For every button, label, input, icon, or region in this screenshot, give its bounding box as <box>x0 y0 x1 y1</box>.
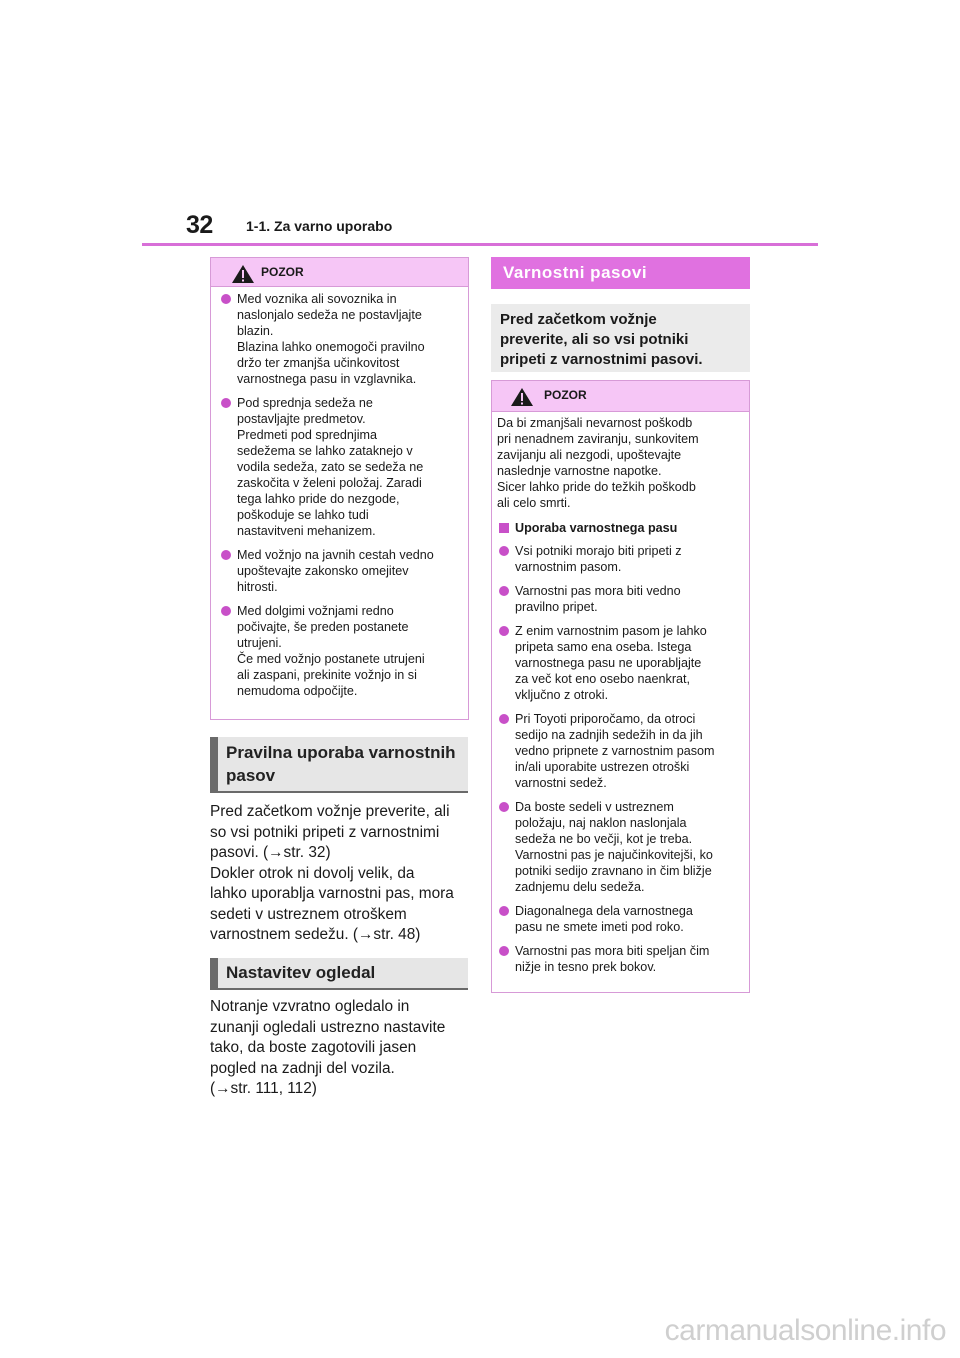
warning-bullet <box>497 943 743 975</box>
warning-body <box>211 287 468 713</box>
bullet-dot-icon <box>221 606 231 616</box>
bullet-dot-icon <box>499 946 509 956</box>
bullet-dot-icon <box>221 294 231 304</box>
seat-belts-intro-box: Pred začetkom vožnje preverite, ali so vsi potniki pripeti z varnostnimi pasovi. <box>491 304 750 372</box>
right-warning-box <box>491 380 750 993</box>
mirrors-heading: Nastavitev ogledal <box>210 958 468 990</box>
warning-bullet <box>497 623 743 703</box>
warning-bullet <box>497 799 743 895</box>
bullet-text: Med voznika ali sovoznika in naslonjalo sedeža ne postavljajte blazin. Blazina lahko onemogoči pravilno držo ter zmanjša učinkovitost varnostnega pasu in vzglavnika. <box>237 292 425 386</box>
warning-bullet <box>219 291 460 387</box>
bullet-text: Pod sprednja sedeža ne postavljajte predmetov. Predmeti pod sprednjima sedežema se lahko zataknejo v vodila sedeža, zato se sedeža ne zaskočita v želeni položaj. Zaradi tega lahko pride do nezgode, poškoduje se lahko tudi nastavitveni mehanizem. <box>237 396 424 538</box>
bullet-dot-icon <box>499 906 509 916</box>
belt-use-text: Pred začetkom vožnje preverite, ali so vsi potniki pripeti z varnostnimi pasovi. (→str. 32) Dokler otrok ni dovolj velik, da lahko uporablja varnostni pas, mora sedeti v ustreznem otroškem varnostnem sedežu. (→str. 48) <box>210 803 454 943</box>
mirrors-text: Notranje vzvratno ogledalo in zunanji ogledali ustrezno nastavite tako, da boste zagotovili jasen pogled na zadnji del vozila. (→str. 111, 112) <box>210 998 446 1097</box>
bullet-dot-icon <box>499 546 509 556</box>
warning-triangle-icon <box>231 264 255 284</box>
bullet-text: Diagonalnega dela varnostnega pasu ne smete imeti pod roko. <box>515 904 693 934</box>
watermark: carmanualsonline.info <box>664 1314 946 1347</box>
header-rule <box>142 243 818 246</box>
warning-title: POZOR <box>544 388 587 402</box>
warning-header <box>211 258 468 287</box>
warning-subheading: Uporaba varnostnega pasu <box>497 520 743 536</box>
bullet-text: Da boste sedeli v ustreznem položaju, naj naklon naslonjala sedeža ne bo večji, kot je treba. Varnostni pas je najučinkovitejši, ko potniki sedijo zravnano in čim bližje zadnjemu delu sedeža. <box>515 800 713 894</box>
warning-bullet <box>219 395 460 539</box>
square-bullet-icon <box>499 523 509 533</box>
bullet-text: Pri Toyoti priporočamo, da otroci sedijo na zadnjih sedežih in da jih vedno pripnete z varnostnim pasom in/ali uporabite ustrezen otroški varnostni sedež. <box>515 712 715 790</box>
bullet-text: Z enim varnostnim pasom je lahko pripeta samo ena oseba. Istega varnostnega pasu ne uporabljajte za več kot eno osebo naenkrat, vključno z otroki. <box>515 624 707 702</box>
belt-use-heading: Pravilna uporaba varnostnih pasov <box>210 737 468 793</box>
page-number: 32 <box>186 211 213 239</box>
warning-bullet <box>497 711 743 791</box>
warning-title: POZOR <box>261 265 304 279</box>
bullet-text: Varnostni pas mora biti speljan čim nižje in tesno prek bokov. <box>515 944 710 974</box>
bullet-text: Vsi potniki morajo biti pripeti z varnostnim pasom. <box>515 544 682 574</box>
warning-intro: Da bi zmanjšali nevarnost poškodb pri nenadnem zaviranju, sunkovitem zavijanju ali nezgodi, upoštevajte naslednje varnostne napotke. Sicer lahko pride do težkih poškodb ali celo smrti. <box>497 416 699 510</box>
warning-body <box>492 412 749 989</box>
seat-belts-title-bar: Varnostni pasovi <box>491 257 750 289</box>
warning-bullet <box>219 547 460 595</box>
warning-bullet <box>497 583 743 615</box>
bullet-dot-icon <box>221 398 231 408</box>
section-title: 1-1. Za varno uporabo <box>246 218 393 234</box>
warning-triangle-icon <box>510 387 534 407</box>
bullet-text: Med dolgimi vožnjami redno počivajte, še preden postanete utrujeni. Če med vožnjo postanete utrujeni ali zaspani, prekinite vožnjo in si nemudoma odpočijte. <box>237 604 425 698</box>
bullet-dot-icon <box>499 586 509 596</box>
warning-bullet <box>497 543 743 575</box>
bullet-text: Med vožnjo na javnih cestah vedno upoštevajte zakonsko omejitev hitrosti. <box>237 548 434 594</box>
bullet-dot-icon <box>499 802 509 812</box>
bullet-text: Varnostni pas mora biti vedno pravilno pripet. <box>515 584 681 614</box>
bullet-dot-icon <box>499 626 509 636</box>
bullet-dot-icon <box>221 550 231 560</box>
bullet-dot-icon <box>499 714 509 724</box>
warning-bullet <box>497 903 743 935</box>
warning-bullet <box>219 603 460 699</box>
left-warning-box <box>210 257 469 720</box>
warning-header <box>492 381 749 412</box>
